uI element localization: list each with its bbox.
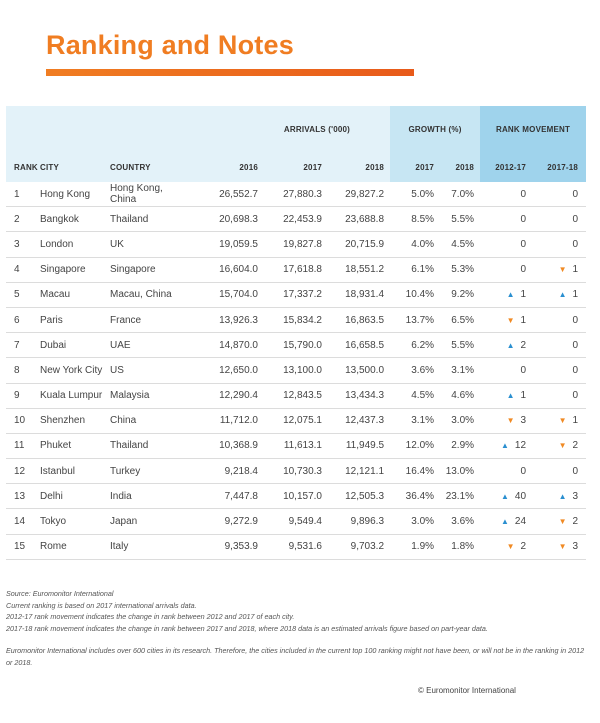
rank-movement-value: 2 — [572, 516, 579, 528]
cell-rm-2017-18 — [534, 182, 586, 207]
cell-growth-2017: 6.2% — [390, 333, 440, 358]
cell-country: Macau, China — [110, 282, 186, 307]
cell-growth-2018: 2.9% — [440, 433, 480, 458]
cell-rank: 2 — [6, 207, 40, 232]
cell-growth-2018: 5.5% — [440, 207, 480, 232]
header-spacer — [6, 106, 186, 152]
cell-rm-2012-17 — [480, 433, 534, 458]
note-source: Source: Euromonitor International — [6, 589, 114, 598]
table-row — [6, 358, 586, 383]
arrow-up-icon: ▲ — [558, 491, 567, 501]
cell-arrivals-2018: 20,715.9 — [328, 232, 390, 257]
cell-growth-2018: 23.1% — [440, 484, 480, 509]
arrow-up-icon: ▲ — [501, 517, 509, 527]
table-row — [6, 232, 586, 257]
cell-arrivals-2016: 11,712.0 — [186, 408, 264, 433]
cell-rm-2017-18 — [534, 484, 586, 509]
cell-city: Macau — [40, 282, 110, 307]
header-city: CITY — [40, 152, 110, 182]
cell-growth-2018: 3.0% — [440, 408, 480, 433]
cell-rm-2012-17 — [480, 333, 534, 358]
header-rm-2017-18: 2017-18 — [534, 152, 586, 182]
ranking-table-wrap — [6, 106, 586, 560]
table-row — [6, 307, 586, 332]
cell-growth-2017: 10.4% — [390, 282, 440, 307]
rank-movement-value: 0 — [520, 213, 527, 225]
arrow-down-icon: ▼ — [558, 416, 567, 426]
cell-country: Thailand — [110, 433, 186, 458]
cell-growth-2017: 5.0% — [390, 182, 440, 207]
cell-country: UK — [110, 232, 186, 257]
rank-movement-value: 40 — [514, 490, 527, 502]
rank-movement-value: 2 — [520, 541, 527, 553]
cell-arrivals-2016: 20,698.3 — [186, 207, 264, 232]
cell-rank: 6 — [6, 307, 40, 332]
cell-arrivals-2018: 11,949.5 — [328, 433, 390, 458]
cell-rm-2017-18 — [534, 232, 586, 257]
cell-growth-2018: 5.3% — [440, 257, 480, 282]
cell-city: Dubai — [40, 333, 110, 358]
cell-rm-2012-17 — [480, 232, 534, 257]
cell-rm-2017-18 — [534, 358, 586, 383]
cell-arrivals-2016: 12,290.4 — [186, 383, 264, 408]
table-row — [6, 207, 586, 232]
cell-growth-2018: 9.2% — [440, 282, 480, 307]
note-line-3: 2017-18 rank movement indicates the change in rank between 2017 and 2018, where 2018 data is an estimated arrivals figure based on part-year data. — [6, 623, 488, 633]
header-2016: 2016 — [186, 152, 264, 182]
cell-city: London — [40, 232, 110, 257]
cell-country: China — [110, 408, 186, 433]
cell-arrivals-2017: 12,075.1 — [264, 408, 328, 433]
cell-country: Thailand — [110, 207, 186, 232]
header-growth-2017: 2017 — [390, 152, 440, 182]
copyright: © Euromonitor International — [418, 686, 516, 695]
cell-rm-2012-17 — [480, 534, 534, 559]
cell-arrivals-2016: 9,353.9 — [186, 534, 264, 559]
rank-movement-value: 2 — [520, 339, 527, 351]
cell-rank: 1 — [6, 182, 40, 207]
cell-arrivals-2018: 29,827.2 — [328, 182, 390, 207]
cell-city: Kuala Lumpur — [40, 383, 110, 408]
cell-city: Shenzhen — [40, 408, 110, 433]
rank-movement-value: 12 — [514, 440, 527, 452]
header-rm-2012-17: 2012-17 — [480, 152, 534, 182]
cell-rank: 15 — [6, 534, 40, 559]
cell-rm-2012-17 — [480, 459, 534, 484]
table-row — [6, 509, 586, 534]
table-row — [6, 333, 586, 358]
cell-arrivals-2016: 9,272.9 — [186, 509, 264, 534]
cell-growth-2017: 4.5% — [390, 383, 440, 408]
cell-arrivals-2017: 27,880.3 — [264, 182, 328, 207]
cell-rm-2017-18 — [534, 408, 586, 433]
cell-arrivals-2018: 9,896.3 — [328, 509, 390, 534]
cell-growth-2017: 8.5% — [390, 207, 440, 232]
cell-rank: 3 — [6, 232, 40, 257]
rank-movement-value: 0 — [572, 213, 579, 225]
cell-arrivals-2018: 16,658.5 — [328, 333, 390, 358]
rank-movement-value: 0 — [520, 238, 527, 250]
cell-rm-2012-17 — [480, 207, 534, 232]
cell-rm-2017-18 — [534, 534, 586, 559]
cell-arrivals-2017: 22,453.9 — [264, 207, 328, 232]
cell-arrivals-2018: 13,434.3 — [328, 383, 390, 408]
cell-rank: 13 — [6, 484, 40, 509]
cell-arrivals-2016: 14,870.0 — [186, 333, 264, 358]
rank-movement-value: 3 — [572, 541, 579, 553]
cell-country: Turkey — [110, 459, 186, 484]
rank-movement-value: 0 — [572, 465, 579, 477]
rank-movement-value: 0 — [520, 465, 527, 477]
cell-rm-2012-17 — [480, 182, 534, 207]
cell-arrivals-2016: 13,926.3 — [186, 307, 264, 332]
cell-rm-2017-18 — [534, 282, 586, 307]
cell-city: Bangkok — [40, 207, 110, 232]
cell-rm-2017-18 — [534, 459, 586, 484]
cell-country: UAE — [110, 333, 186, 358]
rank-movement-value: 1 — [520, 314, 527, 326]
rank-movement-value: 0 — [572, 390, 579, 402]
cell-rm-2017-18 — [534, 257, 586, 282]
page-title: Ranking and Notes — [46, 30, 294, 60]
cell-arrivals-2017: 17,337.2 — [264, 282, 328, 307]
cell-arrivals-2018: 9,703.2 — [328, 534, 390, 559]
cell-rm-2012-17 — [480, 257, 534, 282]
rank-movement-value: 0 — [520, 188, 527, 200]
cell-country: Malaysia — [110, 383, 186, 408]
cell-arrivals-2017: 13,100.0 — [264, 358, 328, 383]
rank-movement-value: 1 — [572, 415, 579, 427]
cell-growth-2018: 1.8% — [440, 534, 480, 559]
table-row — [6, 534, 586, 559]
arrow-up-icon: ▲ — [506, 391, 515, 401]
cell-rank: 7 — [6, 333, 40, 358]
cell-growth-2018: 4.5% — [440, 232, 480, 257]
arrow-down-icon: ▼ — [558, 542, 567, 552]
arrow-down-icon: ▼ — [506, 542, 515, 552]
cell-rm-2017-18 — [534, 383, 586, 408]
cell-city: New York City — [40, 358, 110, 383]
cell-rank: 9 — [6, 383, 40, 408]
cell-growth-2018: 5.5% — [440, 333, 480, 358]
cell-arrivals-2017: 12,843.5 — [264, 383, 328, 408]
cell-city: Singapore — [40, 257, 110, 282]
cell-rm-2012-17 — [480, 358, 534, 383]
cell-city: Istanbul — [40, 459, 110, 484]
cell-rm-2017-18 — [534, 333, 586, 358]
cell-rank: 5 — [6, 282, 40, 307]
cell-growth-2017: 3.6% — [390, 358, 440, 383]
rank-movement-value: 0 — [572, 364, 579, 376]
table-row — [6, 433, 586, 458]
note-line-4: Euromonitor International includes over 600 cities in its research. Therefore, the cities included in the current top 100 ranking might not have been, or will not be in the ranking in 2012 or 2018. — [6, 646, 585, 667]
rank-movement-value: 24 — [514, 516, 527, 528]
arrow-up-icon: ▲ — [501, 441, 509, 451]
header-2017: 2017 — [264, 152, 328, 182]
cell-arrivals-2018: 18,551.2 — [328, 257, 390, 282]
table-row — [6, 484, 586, 509]
rank-movement-value: 3 — [520, 415, 527, 427]
cell-rm-2012-17 — [480, 484, 534, 509]
cell-growth-2017: 4.0% — [390, 232, 440, 257]
cell-rm-2017-18 — [534, 207, 586, 232]
cell-arrivals-2018: 12,505.3 — [328, 484, 390, 509]
arrow-up-icon: ▲ — [506, 290, 515, 300]
table-row — [6, 408, 586, 433]
cell-rm-2012-17 — [480, 383, 534, 408]
cell-growth-2018: 13.0% — [440, 459, 480, 484]
cell-arrivals-2018: 13,500.0 — [328, 358, 390, 383]
rank-movement-value: 1 — [572, 264, 579, 276]
cell-arrivals-2017: 15,834.2 — [264, 307, 328, 332]
cell-rank: 12 — [6, 459, 40, 484]
cell-arrivals-2017: 17,618.8 — [264, 257, 328, 282]
cell-rank: 14 — [6, 509, 40, 534]
cell-arrivals-2016: 15,704.0 — [186, 282, 264, 307]
cell-growth-2017: 1.9% — [390, 534, 440, 559]
note-line-2: 2012-17 rank movement indicates the change in rank between 2012 and 2017 of each city. — [6, 612, 295, 621]
rank-movement-value: 0 — [572, 238, 579, 250]
cell-growth-2017: 3.1% — [390, 408, 440, 433]
cell-country: US — [110, 358, 186, 383]
cell-growth-2017: 36.4% — [390, 484, 440, 509]
cell-country: France — [110, 307, 186, 332]
table-row — [6, 257, 586, 282]
cell-growth-2017: 13.7% — [390, 307, 440, 332]
cell-city: Phuket — [40, 433, 110, 458]
rank-movement-value: 1 — [520, 289, 527, 301]
ranking-table — [6, 106, 586, 560]
cell-city: Delhi — [40, 484, 110, 509]
cell-arrivals-2017: 9,549.4 — [264, 509, 328, 534]
cell-rm-2012-17 — [480, 307, 534, 332]
cell-country: Japan — [110, 509, 186, 534]
header-2018: 2018 — [328, 152, 390, 182]
notes — [6, 588, 586, 668]
cell-arrivals-2017: 15,790.0 — [264, 333, 328, 358]
cell-arrivals-2017: 10,730.3 — [264, 459, 328, 484]
cell-growth-2017: 16.4% — [390, 459, 440, 484]
cell-rm-2012-17 — [480, 408, 534, 433]
arrow-down-icon: ▼ — [506, 416, 515, 426]
cell-arrivals-2016: 9,218.4 — [186, 459, 264, 484]
cell-arrivals-2017: 10,157.0 — [264, 484, 328, 509]
cell-arrivals-2016: 16,604.0 — [186, 257, 264, 282]
arrow-up-icon: ▲ — [558, 290, 567, 300]
cell-arrivals-2016: 10,368.9 — [186, 433, 264, 458]
rank-movement-value: 0 — [572, 339, 579, 351]
cell-arrivals-2018: 12,437.3 — [328, 408, 390, 433]
cell-growth-2018: 7.0% — [440, 182, 480, 207]
cell-rank: 8 — [6, 358, 40, 383]
cell-arrivals-2016: 12,650.0 — [186, 358, 264, 383]
rank-movement-value: 3 — [572, 490, 579, 502]
header-country: COUNTRY — [110, 152, 186, 182]
cell-city: Paris — [40, 307, 110, 332]
arrow-down-icon: ▼ — [506, 315, 515, 325]
header-growth-2018: 2018 — [440, 152, 480, 182]
cell-rank: 4 — [6, 257, 40, 282]
cell-arrivals-2016: 19,059.5 — [186, 232, 264, 257]
header-rank-movement: RANK MOVEMENT — [480, 106, 586, 152]
cell-arrivals-2016: 7,447.8 — [186, 484, 264, 509]
header-arrivals: ARRIVALS ('000) — [186, 106, 390, 152]
header-rank: RANK — [6, 152, 40, 182]
arrow-down-icon: ▼ — [558, 265, 567, 275]
table-row — [6, 383, 586, 408]
cell-growth-2018: 6.5% — [440, 307, 480, 332]
cell-rank: 10 — [6, 408, 40, 433]
rank-movement-value: 1 — [520, 390, 527, 402]
cell-arrivals-2018: 16,863.5 — [328, 307, 390, 332]
cell-country: Italy — [110, 534, 186, 559]
cell-rank: 11 — [6, 433, 40, 458]
rank-movement-value: 0 — [572, 314, 579, 326]
rank-movement-value: 1 — [572, 289, 579, 301]
arrow-up-icon: ▲ — [506, 340, 515, 350]
cell-arrivals-2018: 18,931.4 — [328, 282, 390, 307]
cell-arrivals-2018: 12,121.1 — [328, 459, 390, 484]
rank-movement-value: 0 — [520, 364, 527, 376]
cell-growth-2018: 3.1% — [440, 358, 480, 383]
cell-country: Singapore — [110, 257, 186, 282]
cell-rm-2012-17 — [480, 282, 534, 307]
cell-arrivals-2017: 9,531.6 — [264, 534, 328, 559]
arrow-down-icon: ▼ — [558, 441, 567, 451]
cell-growth-2018: 4.6% — [440, 383, 480, 408]
cell-arrivals-2017: 19,827.8 — [264, 232, 328, 257]
cell-arrivals-2017: 11,613.1 — [264, 433, 328, 458]
note-line-1: Current ranking is based on 2017 international arrivals data. — [6, 600, 197, 610]
table-row — [6, 282, 586, 307]
cell-growth-2017: 12.0% — [390, 433, 440, 458]
rank-movement-value: 2 — [572, 440, 579, 452]
cell-city: Hong Kong — [40, 182, 110, 207]
cell-growth-2018: 3.6% — [440, 509, 480, 534]
cell-rm-2017-18 — [534, 307, 586, 332]
cell-country: India — [110, 484, 186, 509]
cell-growth-2017: 3.0% — [390, 509, 440, 534]
header-growth: GROWTH (%) — [390, 106, 480, 152]
rank-movement-value: 0 — [520, 264, 527, 276]
cell-growth-2017: 6.1% — [390, 257, 440, 282]
table-row — [6, 459, 586, 484]
cell-rm-2012-17 — [480, 509, 534, 534]
table-row — [6, 182, 586, 207]
arrow-up-icon: ▲ — [501, 491, 509, 501]
cell-arrivals-2016: 26,552.7 — [186, 182, 264, 207]
arrow-down-icon: ▼ — [558, 517, 567, 527]
ranking-table-body — [6, 182, 586, 559]
cell-city: Tokyo — [40, 509, 110, 534]
cell-rm-2017-18 — [534, 433, 586, 458]
cell-country: Hong Kong, China — [110, 182, 186, 207]
title-underline — [46, 69, 414, 76]
rank-movement-value: 0 — [572, 188, 579, 200]
cell-city: Rome — [40, 534, 110, 559]
cell-arrivals-2018: 23,688.8 — [328, 207, 390, 232]
cell-rm-2017-18 — [534, 509, 586, 534]
